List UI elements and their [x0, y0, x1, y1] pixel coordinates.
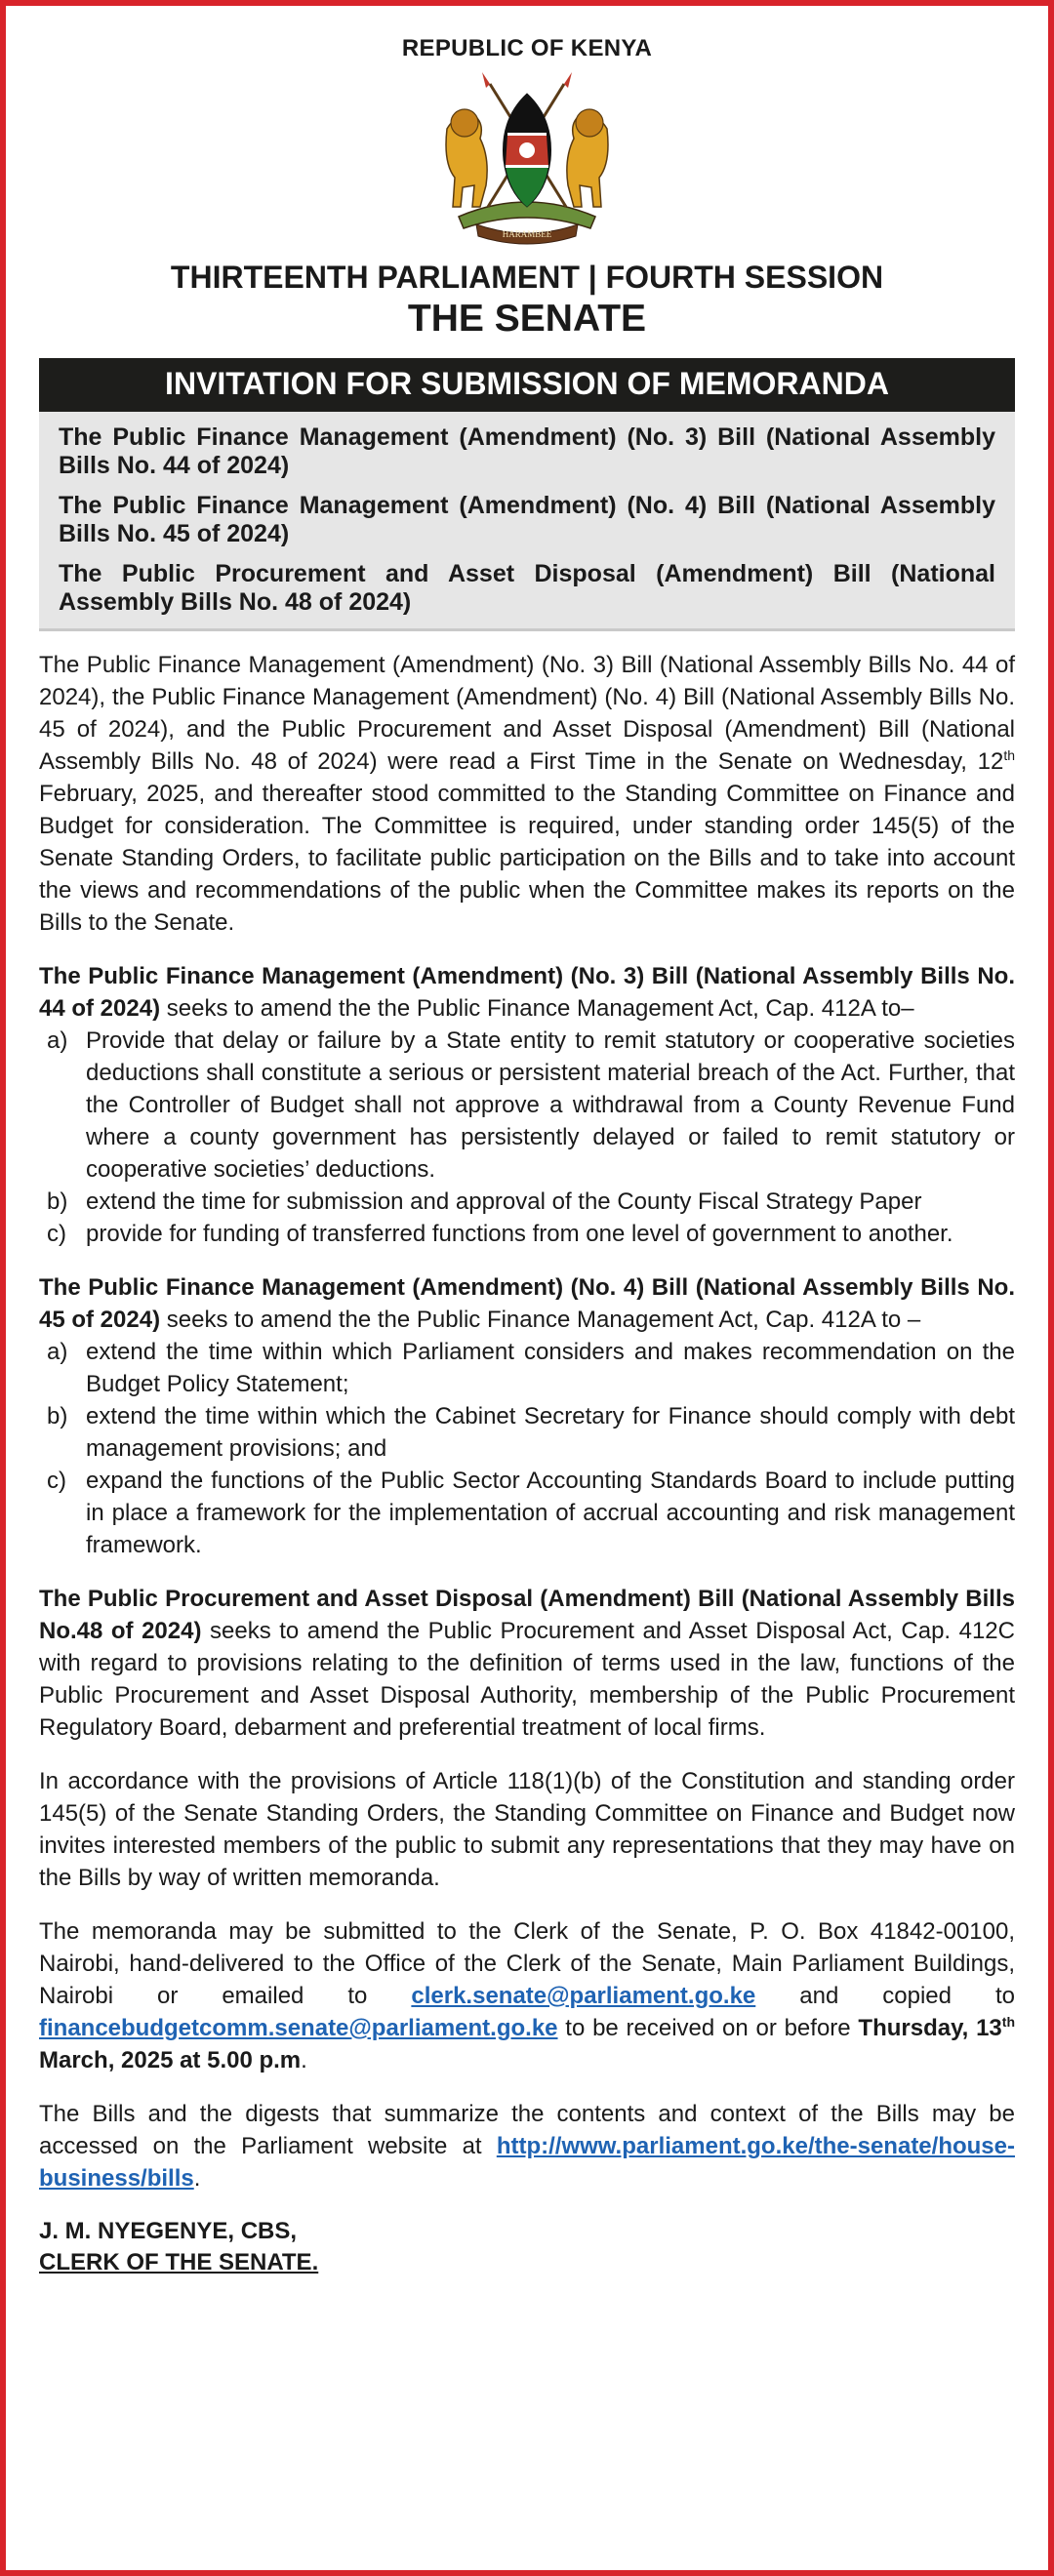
bill4-title: The Public Finance Management (Amendment) (No. 4) Bill (National Assembly Bills No. 45 of 2024): [39, 1274, 1015, 1333]
signatory-name: J. M. NYEGENYE, CBS,: [39, 2218, 298, 2244]
bill4-paragraph: The Public Finance Management (Amendment) (No. 4) Bill (National Assembly Bills No. 45 of 2024) seeks to amend the the Public Finance Management Act, Cap. 412A to –: [39, 1274, 1015, 1333]
clerk-email-link[interactable]: clerk.senate@parliament.go.ke: [411, 1983, 756, 2009]
notice: [39, 0, 1015, 2576]
notice-body: [39, 649, 1015, 2278]
bill48-paragraph: The Public Procurement and Asset Disposal (Amendment) Bill (National Assembly Bills No.48 of 2024) seeks to amend the Public Procurement and Asset Disposal Act, Cap. 412C with regard to provisions relating to the definition of terms used in the law, functions of the Public Procurement and Asset Disposal Authority, membership of the Public Procurement Regulatory Board, debarment and preferential treatment of local firms.: [39, 1586, 1015, 1741]
list-item: b) extend the time for submission and approval of the County Fiscal Strategy Paper: [47, 1188, 922, 1215]
accordance-paragraph: In accordance with the provisions of Article 118(1)(b) of the Constitution and standing order 145(5) of the Senate Standing Orders, the Standing Committee on Finance and Budget now invites interested members of the public to submit any representations that they may have on the Bills by way of written memoranda.: [39, 1768, 1015, 1891]
bill3-title: The Public Finance Management (Amendment) (No. 3) Bill (National Assembly Bills No. 44 of 2024): [39, 963, 1015, 1022]
bill-title-1: The Public Finance Management (Amendment) (No. 3) Bill (National Assembly Bills No. 44 of 2024): [59, 423, 995, 479]
senate-heading: THE SENATE: [407, 298, 647, 340]
committee-email-link[interactable]: financebudgetcomm.senate@parliament.go.ke: [39, 2015, 558, 2041]
bill3-list: [39, 1025, 1015, 1250]
bill3-paragraph: The Public Finance Management (Amendment) (No. 3) Bill (National Assembly Bills No. 44 of 2024) seeks to amend the the Public Finance Management Act, Cap. 412A to–: [39, 963, 1015, 1022]
motto-text: HARAMBEE: [502, 229, 552, 239]
bill-title-3: The Public Procurement and Asset Disposal (Amendment) Bill (National Assembly Bills No. 48 of 2024): [59, 560, 995, 616]
list-item: a) extend the time within which Parliament considers and makes recommendation on the Budget Policy Statement;: [47, 1339, 1015, 1397]
invitation-banner: INVITATION FOR SUBMISSION OF MEMORANDA: [39, 358, 1015, 412]
submission-paragraph: The memoranda may be submitted to the Clerk of the Senate, P. O. Box 41842-00100, Nairobi, hand-delivered to the Office of the Clerk of the Senate, Main Parliament Buildings, Nairobi or emailed to clerk.senate@parliament.go.ke and copied to financebudgetcomm.senate@parliament.go.ke to be received on or before Thursday, 13th March, 2025 at 5.00 p.m.: [39, 1918, 1015, 2073]
bill-title-2: The Public Finance Management (Amendment) (No. 4) Bill (National Assembly Bills No. 45 of 2024): [59, 492, 995, 547]
bills-box: [39, 412, 1015, 631]
list-item: b) extend the time within which the Cabinet Secretary for Finance should comply with debt management provisions; and: [47, 1403, 1015, 1462]
deadline: Thursday, 13th March, 2025 at 5.00 p.m: [39, 2014, 1015, 2073]
republic-heading: REPUBLIC OF KENYA: [401, 35, 653, 61]
bill48-title: The Public Procurement and Asset Disposal (Amendment) Bill (National Assembly Bills No.48 of 2024): [39, 1586, 1015, 1644]
intro-paragraph: The Public Finance Management (Amendment) (No. 3) Bill (National Assembly Bills No. 44 of 2024), the Public Finance Management (Amendment) (No. 4) Bill (National Assembly Bills No. 45 of 2024), and the Public Procurement and Asset Disposal (Amendment) Bill (National Assembly Bills No. 48 of 2024) were read a First Time in the Senate on Wednesday, 12th February, 2025, and thereafter stood committed to the Standing Committee on Finance and Budget for consideration. The Committee is required, under standing order 145(5) of the Senate Standing Orders, to facilitate public participation on the Bills and to take into account the views and recommendations of the public when the Committee makes its reports on the Bills to the Senate.: [39, 652, 1015, 936]
bill4-list: [39, 1336, 1015, 1561]
list-item: c) expand the functions of the Public Sector Accounting Standards Board to include putting in place a framework for the implementation of accrual accounting and risk management framework.: [47, 1468, 1015, 1558]
list-item: c) provide for funding of transferred functions from one level of government to another.: [47, 1221, 953, 1247]
signature-block: [39, 2216, 1015, 2278]
website-paragraph: The Bills and the digests that summarize the contents and context of the Bills may be accessed on the Parliament website at http://www.parliament.go.ke/the-senate/house-business/bills.: [39, 2101, 1015, 2192]
coat-of-arms-icon: [429, 70, 625, 246]
parliament-session: THIRTEENTH PARLIAMENT | FOURTH SESSION: [170, 260, 884, 295]
parliament-website-link[interactable]: http://www.parliament.go.ke/the-senate/house-business/bills: [39, 2133, 1015, 2192]
list-item: a) Provide that delay or failure by a State entity to remit statutory or cooperative societies deductions shall constitute a serious or persistent material breach of the Act. Further, that the Controller of Budget shall not approve a withdrawal from a County Revenue Fund where a county government has persistently delayed or failed to remit statutory or cooperative societies’ deductions.: [47, 1027, 1015, 1183]
signatory-title: CLERK OF THE SENATE.: [39, 2249, 319, 2275]
